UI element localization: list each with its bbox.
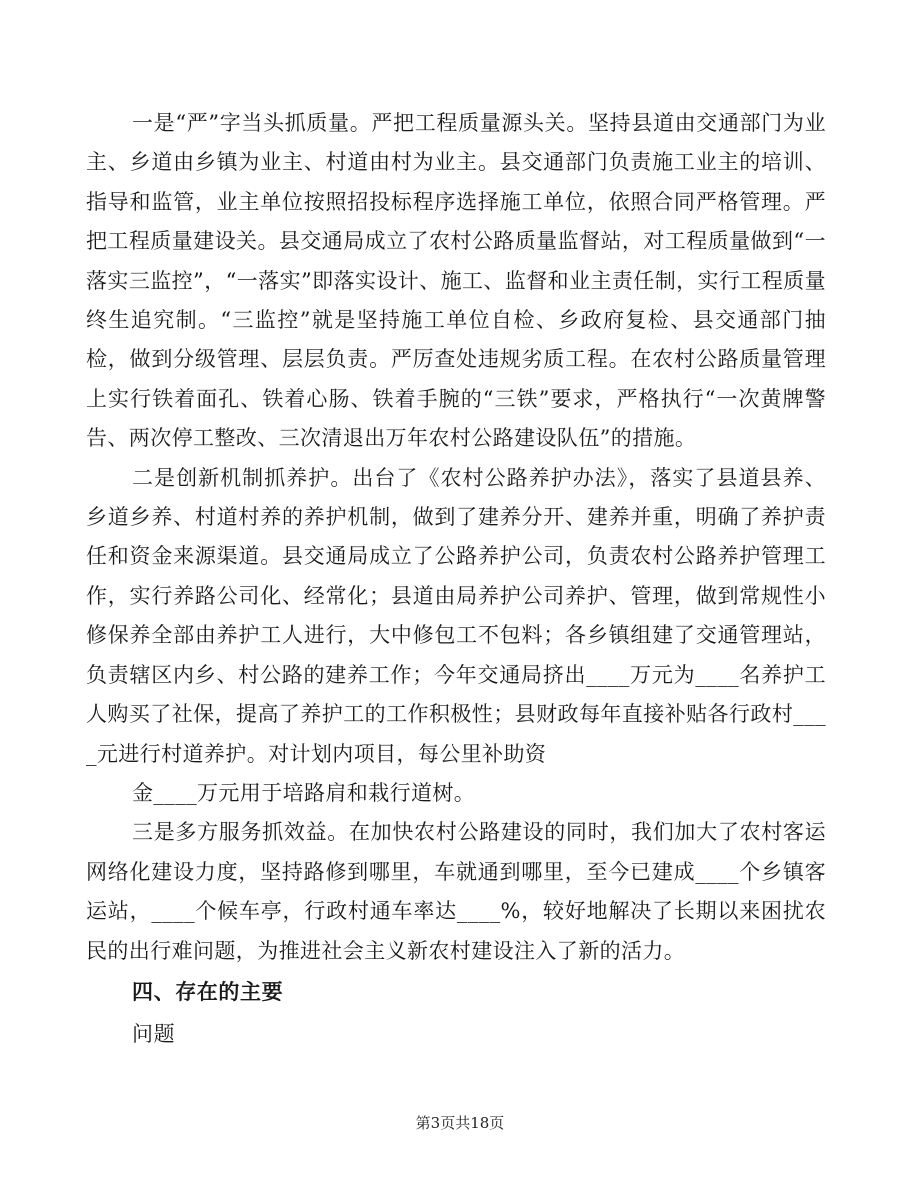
section-heading-continued: 问题 (132, 1021, 176, 1046)
paragraph-service: 三是多方服务抓效益。在加快农村公路建设的同时，我们加大了农村客运网络化建设力度，坚持路修到哪里，车就通到哪里，至今已建成____个乡镇客运站，____个候车亭，行政村通车率达____%，较好地解决了长期以来困扰农民的出行难问题，为推进社会主义新农村建设注入了新的活力。 (86, 820, 826, 963)
paragraph-maintenance-continued: 金____万元用于培路肩和栽行道树。 (132, 780, 476, 805)
section-heading: 四、存在的主要 (132, 979, 284, 1004)
page-number: 第3页共18页 (415, 1114, 505, 1132)
document-body (86, 104, 826, 1055)
paragraph-maintenance: 二是创新机制抓养护。出台了《农村公路养护办法》，落实了县道县养、乡道乡养、村道村养的养护机制，做到了建养分开、建养并重，明确了养护责任和资金来源渠道。县交通局成立了公路养护公司，负责农村公路养护管理工作，实行养路公司化、经常化；县道由局养护公司养护、管理，做到常规性小修保养全部由养护工人进行，大中修包工不包料；各乡镇组建了交通管理站，负责辖区内乡、村公路的建养工作；今年交通局挤出____万元为____名养护工人购买了社保，提高了养护工的工作积极性；县财政每年直接补贴各行政村____元进行村道养护。对计划内项目，每公里补助资 (86, 465, 826, 766)
paragraph-quality: 一是“严”字当头抓质量。严把工程质量源头关。坚持县道由交通部门为业主、乡道由乡镇为业主、村道由村为业主。县交通部门负责施工业主的培训、指导和监管，业主单位按照招投标程序选择施工单位，依照合同严格管理。严把工程质量建设关。县交通局成立了农村公路质量监督站，对工程质量做到“一落实三监控”，“一落实”即落实设计、施工、监督和业主责任制，实行工程质量终生追究制。“三监控”就是坚持施工单位自检、乡政府复检、县交通部门抽检，做到分级管理、层层负责。严厉查处违规劣质工程。在农村公路质量管理上实行铁着面孔、铁着心肠、铁着手腕的“三铁”要求，严格执行“一次黄牌警告、两次停工整改、三次清退出万年农村公路建设队伍”的措施。 (86, 111, 826, 451)
